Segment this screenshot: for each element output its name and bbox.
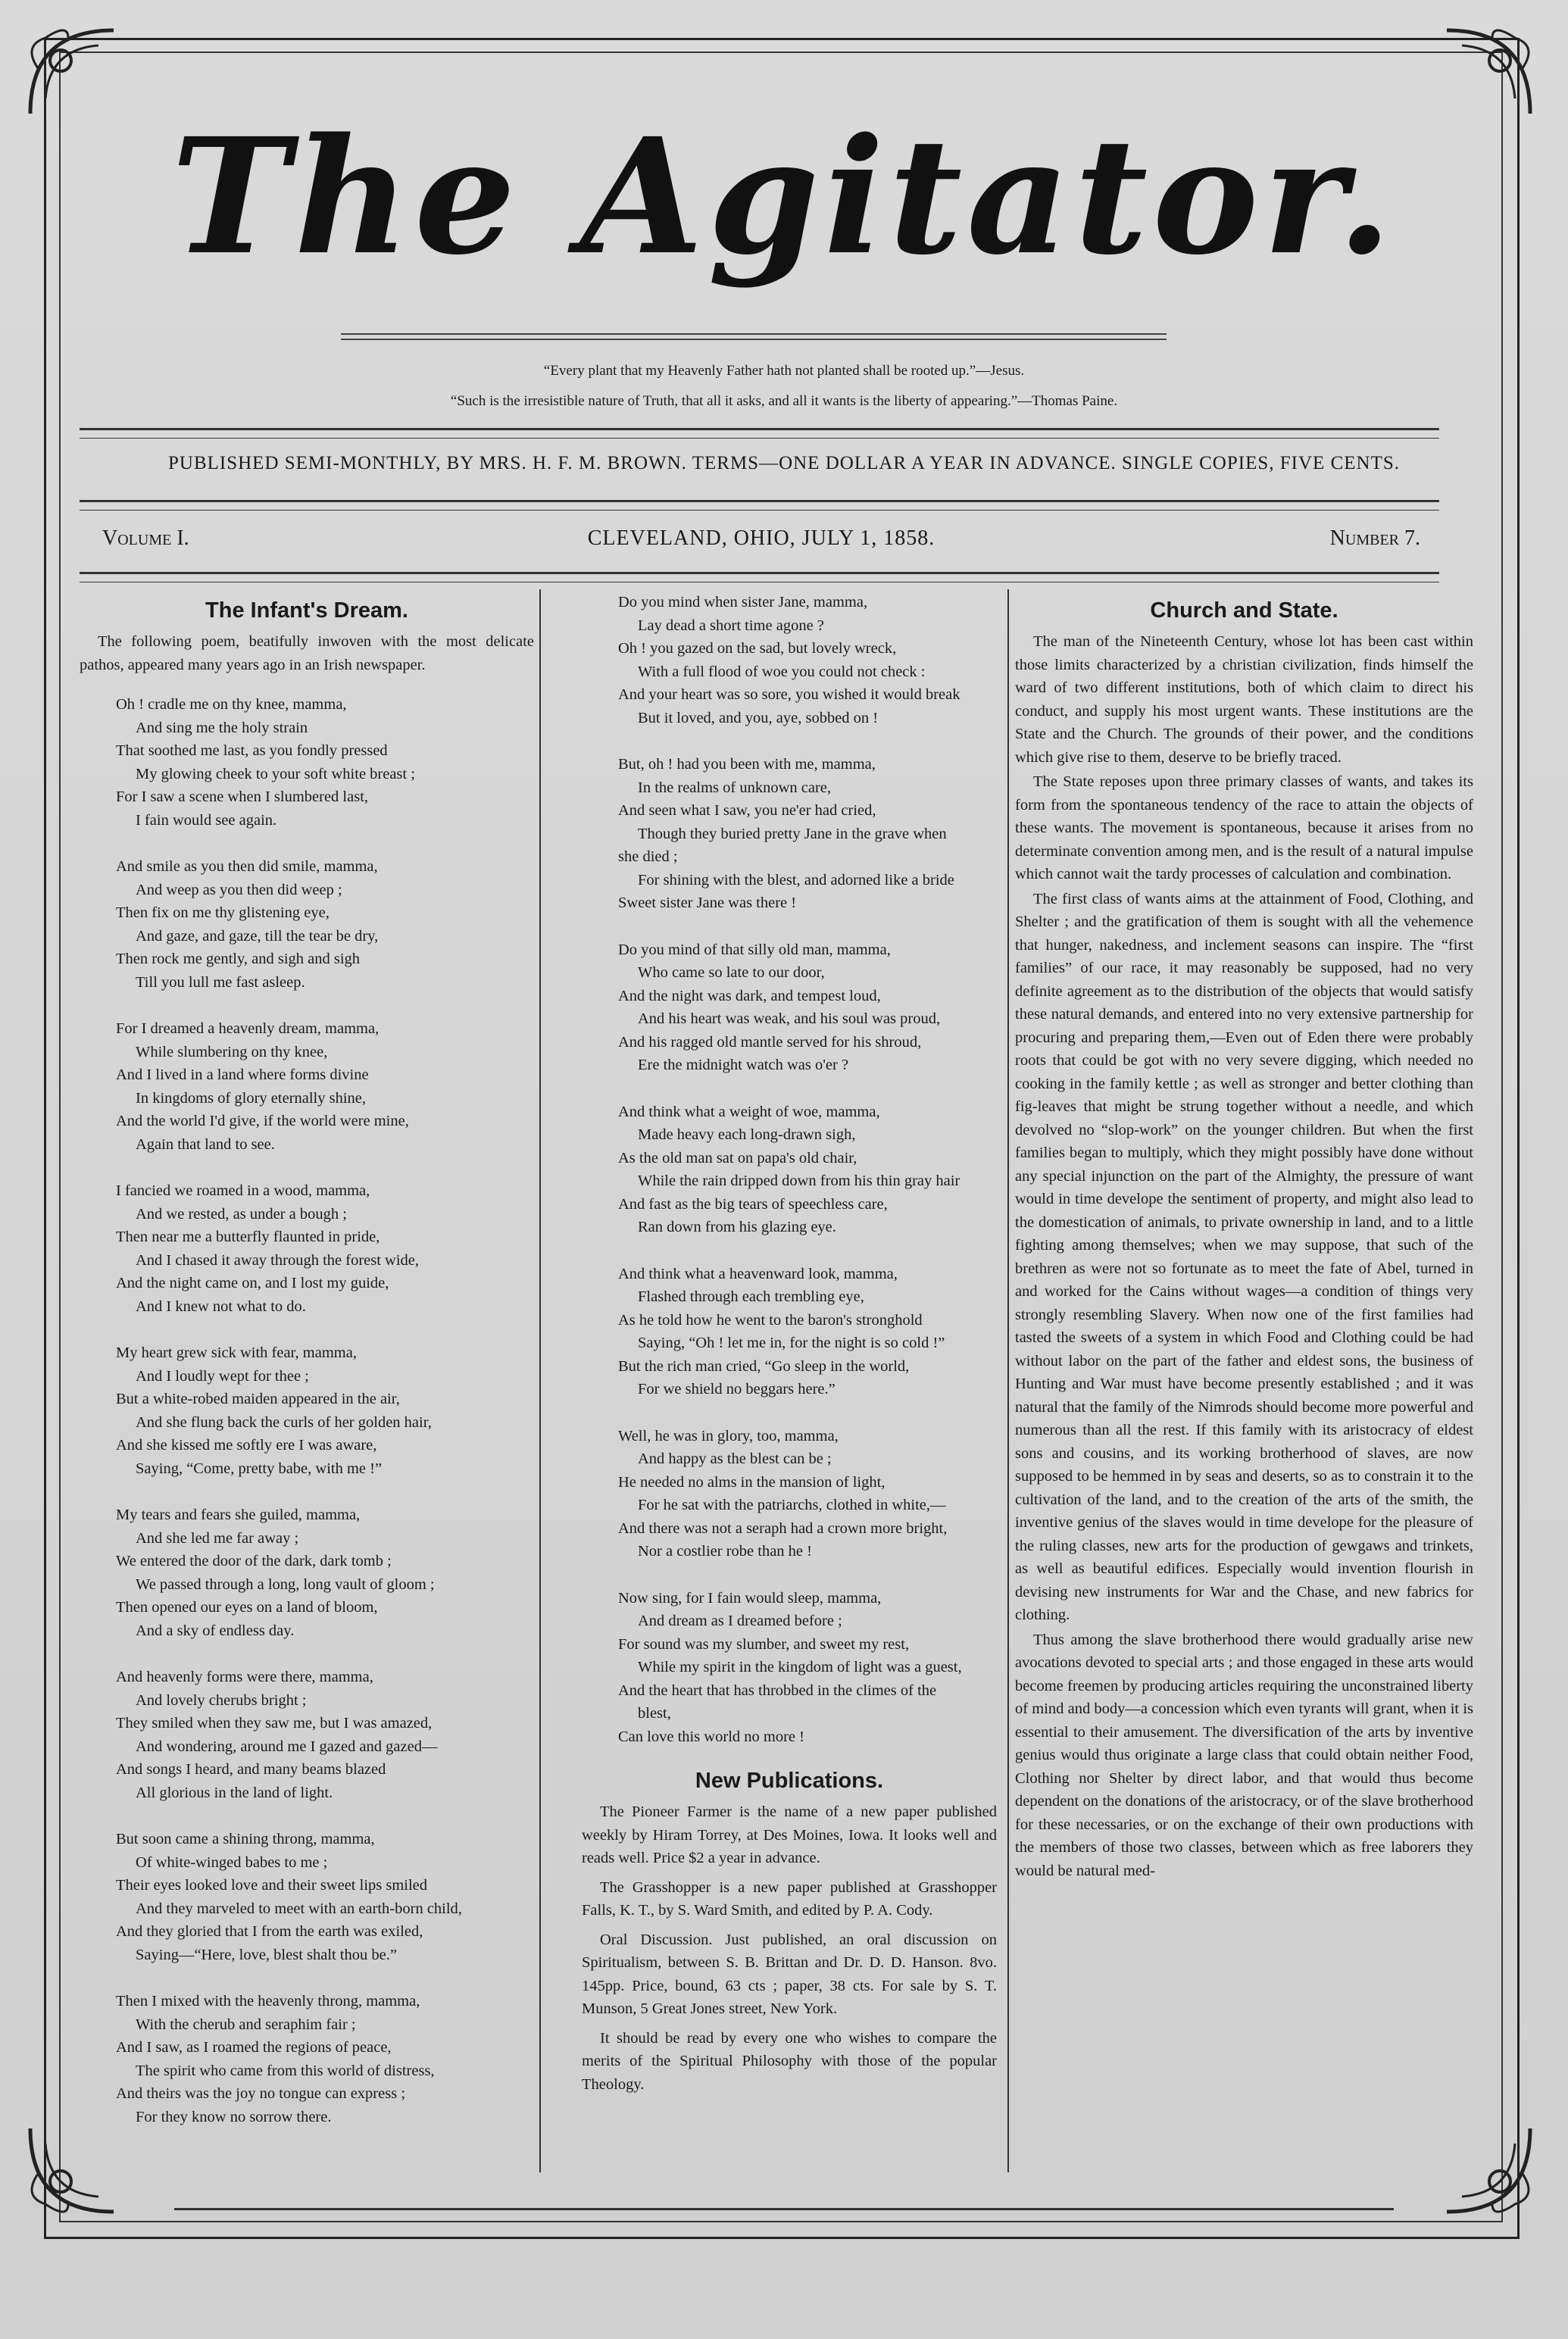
poem-line: With a full flood of woe you could not check : — [638, 663, 926, 680]
volume-double-rule — [80, 572, 1439, 582]
poem-line: And dream as I dreamed before ; — [638, 1613, 842, 1629]
poem-line: And heavenly forms were there, mamma, — [116, 1669, 373, 1685]
essay-paragraph: The State reposes upon three primary classes of wants, and takes its form from the spontaneous tendency of the race to attain the objects of these wants. The movement is spontaneous, because it arises from no determinate convention among men, and is the result of a natural impulse which cannot wait the tardy processes of calculation and combination. — [1015, 773, 1473, 882]
poem-stanza — [116, 1017, 534, 1156]
column-rule-1 — [539, 589, 541, 2172]
poem-line: And wondering, around me I gazed and gazed— — [136, 1738, 438, 1755]
poem-intro: The following poem, beatifully inwoven with the most delicate pathos, appeared many years ago in an Irish newspaper. — [80, 633, 534, 673]
poem-stanza — [618, 938, 997, 1077]
poem-stanza — [618, 1263, 997, 1401]
publication-notice: The Pioneer Farmer is the name of a new paper published weekly by Hiram Torrey, at Des Moines, Iowa. It looks well and reads well. Price $2 a year in advance. — [582, 1803, 997, 1866]
publications-title: New Publications. — [695, 1769, 884, 1793]
motto-paine: “Such is the irresistible nature of Truth, that all it asks, and all it wants is the liberty of appearing.”—Thomas Paine. — [450, 393, 1118, 409]
poem-line: Then near me a butterfly flaunted in pride, — [116, 1229, 380, 1245]
poem-line: He needed no alms in the mansion of light, — [618, 1473, 886, 1491]
issue-number: Number 7. — [1329, 526, 1420, 550]
poem-line: And I chased it away through the forest wide, — [136, 1251, 420, 1269]
poem-line: Nor a costlier robe than he ! — [638, 1543, 812, 1560]
poem-line: And songs I heard, and many beams blazed — [116, 1761, 386, 1778]
poem-line: While slumbering on thy knee, — [136, 1043, 328, 1060]
poem-line: And the world I'd give, if the world were mine, — [116, 1113, 409, 1129]
motto-jesus: “Every plant that my Heavenly Father hath not planted shall be rooted up.”—Jesus. — [543, 363, 1025, 379]
poem-stanza — [618, 1587, 997, 1749]
poem-line: And lovely cherubs bright ; — [136, 1691, 307, 1709]
poem-line: For we shield no beggars here.” — [638, 1381, 836, 1397]
poem-line: Though they buried pretty Jane in the grave when — [638, 825, 947, 842]
poem-line: For I dreamed a heavenly dream, mamma, — [116, 1020, 380, 1037]
poem-line: And seen what I saw, you ne'er had cried, — [618, 802, 876, 819]
poem-line: But, oh ! had you been with me, mamma, — [618, 756, 876, 773]
poem-line: But a white-robed maiden appeared in the air, — [116, 1391, 400, 1407]
poem-line: she died ; — [618, 848, 678, 865]
poem-line: Saying—“Here, love, blest shalt thou be.” — [136, 1946, 397, 1963]
poem-line: Oh ! cradle me on thy knee, mamma, — [116, 696, 347, 713]
poem-line: And weep as you then did weep ; — [136, 881, 342, 898]
publication-line: PUBLISHED SEMI-MONTHLY, BY MRS. H. F. M. BROWN. TERMS—ONE DOLLAR A YEAR IN ADVANCE. SINGLE COPIES, FIVE CENTS. — [168, 453, 1400, 473]
poem-line: In the realms of unknown care, — [638, 779, 832, 796]
poem-line: As the old man sat on papa's old chair, — [618, 1149, 857, 1166]
poem-line: My heart grew sick with fear, mamma, — [116, 1344, 357, 1361]
poem-line: And fast as the big tears of speechless care, — [618, 1195, 888, 1213]
poem-line: My glowing cheek to your soft white breast ; — [136, 765, 415, 782]
poem-line: Can love this world no more ! — [618, 1728, 804, 1745]
poem-line: Do you mind when sister Jane, mamma, — [618, 594, 868, 611]
poem-stanza — [618, 1425, 997, 1563]
publication-notice: Oral Discussion. Just published, an oral discussion on Spiritualism, between S. B. Brittan and Dr. D. D. Hanson. 8vo. 145pp. Price, bound, 63 cts ; paper, 38 cts. For sale by S. T. Munson, 5 Great Jones street, New York. — [582, 1931, 997, 2017]
poem-line: Now sing, for I fain would sleep, mamma, — [618, 1589, 882, 1607]
mottos — [0, 356, 1568, 417]
poem-line: Do you mind of that silly old man, mamma, — [618, 941, 891, 958]
poem-stanza — [618, 591, 997, 729]
poem-line: For shining with the blest, and adorned like a bride — [638, 871, 954, 888]
column-1 — [80, 591, 534, 2152]
bottom-rule — [174, 2208, 1394, 2210]
essay-body — [1015, 630, 1473, 1882]
poem-line: And his heart was weak, and his soul was proud, — [638, 1010, 941, 1027]
poem-line: For sound was my slumber, and sweet my rest, — [618, 1635, 910, 1653]
poem-line: Then opened our eyes on a land of bloom, — [116, 1599, 378, 1616]
poem-stanza — [116, 693, 534, 832]
volume-number: Volume I. — [102, 526, 189, 550]
poem-line: Then I mixed with the heavenly throng, mamma, — [116, 1993, 420, 2010]
poem-title: The Infant's Dream. — [205, 598, 408, 623]
poem-line: But the rich man cried, “Go sleep in the world, — [618, 1357, 910, 1375]
poem-line: Ere the midnight watch was o'er ? — [638, 1057, 849, 1073]
poem-line: And she kissed me softly ere I was aware, — [116, 1437, 377, 1454]
poem-line: Of white-winged babes to me ; — [136, 1853, 328, 1871]
corner-ornament-bottom-right — [1432, 2113, 1545, 2227]
essay-paragraph: The first class of wants aims at the attainment of Food, Clothing, and Shelter ; and the gratification of them is sought with all the vehemence that hunger, nakedness, and inclement seasons can inspire. The “first families” of our race, it may reasonably be supposed, had no very definite agreement as to the distribution of the objects that would satisfy these natural demands, and entered into no very extensive partnership for procuring and preparing them,—Even out of Eden there were probably roots that could be got with no very severe digging, which needed no cooking in the family kettle ; as well as stronger and better clothing than fig-leaves that might be strung together without a needle, and which devolved no “slop-work” on the younger children. But when the first families began to multiply, which they might possibly have done without any special injunction on the part of the Almighty, the pressure of want would in time develope the sentiment of property, and might also lead to the domestication of animals, to private ownership in land, and to a little fighting among themselves; when we may suppose, that such of the brethren as were not so fortunate as to meet the fate of Abel, turned in and worked for the Cains without wages—a condition of things very strongly resembling Slavery. When now one of the first families had tasted the sweets of a system in which Food and Clothing could be had without labor on the part of the father and eldest sons, the business of Hunting and War must have become presently established ; and it was natural that the family of the Nimrods should become more powerful and numerous than all the rest. If this family with its aristocracy of eldest sons and cousins, and its working brotherhood of slaves, are now supposed to be hemmed in by seas and deserts, so as to constrain it to the cultivation of the land, and to the creation of the arts of the smith, the inventive genius of the slaves would in time develope for the pleasure of the ruling classes, new arts for the production of gewgaws and trinkets, as well as beautiful edifices. Especially would invention flourish in devising new instruments for War and the Chase, and new fabrics for clothing. — [1015, 890, 1473, 1623]
poem-line: For they know no sorrow there. — [136, 2108, 332, 2125]
poem-line: Saying, “Come, pretty babe, with me !” — [136, 1460, 383, 1477]
poem-stanzas-part-2 — [582, 591, 997, 1748]
poem-line: Made heavy each long-drawn sigh, — [638, 1126, 856, 1143]
poem-line: In kingdoms of glory eternally shine, — [136, 1089, 367, 1107]
masthead — [0, 91, 1568, 318]
publications-list — [582, 1800, 997, 2096]
poem-line: And I loudly wept for thee ; — [136, 1367, 309, 1385]
poem-stanzas-part-1 — [80, 693, 534, 2128]
essay-paragraph: Thus among the slave brotherhood there would gradually arise new avocations devoted to special arts ; and those engaged in these arts would become freemen by producing articles requiring the unconstrained liberty of mind and body—a concession which even tyrants will grant, when it is essential to their amusement. The diversification of the arts by inventive genius would thus originate a large class that could obtain neither Food, Clothing nor Shelter by direct labor, and that would thus become dependent on the donations of the aristocracy, or of the slave brotherhood for these necessaries, or on the exchange of their own productions with the members of those two classes, between which as free laborers they would be natural med- — [1015, 1631, 1473, 1879]
poem-stanza — [116, 1341, 534, 1480]
poem-line: And she flung back the curls of her golden hair, — [136, 1413, 432, 1431]
poem-line: While my spirit in the kingdom of light was a guest, — [638, 1659, 962, 1675]
poem-stanza — [116, 1828, 534, 1966]
poem-stanza — [116, 1179, 534, 1318]
poem-line: Again that land to see. — [136, 1135, 275, 1153]
poem-stanza — [116, 1504, 534, 1642]
poem-line: And there was not a seraph had a crown more bright, — [618, 1519, 948, 1537]
poem-stanza — [618, 1101, 997, 1239]
poem-line: And I saw, as I roamed the regions of peace, — [116, 2039, 392, 2056]
essay-title: Church and State. — [1150, 598, 1338, 623]
poem-line: Who came so late to our door, — [638, 964, 825, 981]
essay-paragraph: The man of the Nineteenth Century, whose lot has been cast within those limits characterized by a christian civilization, finds himself the ward of two different institutions, both of which claim to direct his conduct, and supply his most urgent wants. These institutions are the State and the Church. The grounds of their power, and the conditions which give rise to them, deserve to be briefly traced. — [1015, 633, 1473, 766]
header-double-rule — [80, 428, 1439, 439]
poem-line: Then fix on me thy glistening eye, — [116, 904, 330, 921]
poem-line: Lay dead a short time agone ? — [638, 617, 824, 634]
poem-line: And gaze, and gaze, till the tear be dry, — [136, 927, 379, 945]
poem-line: And your heart was so sore, you wished it would break — [618, 686, 960, 703]
poem-line: Flashed through each trembling eye, — [638, 1288, 864, 1305]
poem-line: They smiled when they saw me, but I was amazed, — [116, 1715, 433, 1732]
poem-stanza — [618, 753, 997, 915]
poem-stanza — [116, 1666, 534, 1804]
poem-line: And we rested, as under a bough ; — [136, 1205, 347, 1223]
header-double-rule-2 — [80, 500, 1439, 511]
poem-line: Till you lull me fast asleep. — [136, 973, 305, 991]
poem-line: And think what a weight of woe, mamma, — [618, 1103, 880, 1120]
poem-line: Saying, “Oh ! let me in, for the night is so cold !” — [638, 1335, 945, 1351]
poem-line: And the night came on, and I lost my guide, — [116, 1275, 389, 1291]
poem-line: I fain would see again. — [136, 811, 277, 829]
poem-line: But soon came a shining throng, mamma, — [116, 1831, 375, 1847]
poem-line: And I knew not what to do. — [136, 1298, 306, 1315]
poem-line: And theirs was the joy no tongue can express ; — [116, 2085, 406, 2102]
poem-line: And think what a heavenward look, mamma, — [618, 1265, 898, 1282]
poem-line: For he sat with the patriarchs, clothed in white,— — [638, 1497, 946, 1513]
poem-line: For I saw a scene when I slumbered last, — [116, 789, 369, 805]
poem-line: Their eyes looked love and their sweet lips smiled — [116, 1877, 428, 1894]
dateline: CLEVELAND, OHIO, JULY 1, 1858. — [587, 526, 935, 550]
poem-line: All glorious in the land of light. — [136, 1784, 333, 1801]
poem-line: And smile as you then did smile, mamma, — [116, 858, 378, 875]
column-rule-2 — [1007, 589, 1009, 2172]
newspaper-title: The Agitator. — [171, 103, 1397, 290]
poem-line: And the night was dark, and tempest loud, — [618, 987, 881, 1004]
poem-stanza — [116, 1990, 534, 2128]
masthead-rule-2 — [341, 339, 1167, 340]
poem-line: blest, — [638, 1705, 671, 1722]
poem-line: Oh ! you gazed on the sad, but lovely wreck, — [618, 640, 897, 657]
poem-stanza — [116, 855, 534, 994]
poem-line: And a sky of endless day. — [136, 1622, 295, 1639]
poem-line: Then rock me gently, and sigh and sigh — [116, 951, 361, 967]
poem-line: And happy as the blest can be ; — [638, 1451, 832, 1467]
column-3 — [1015, 591, 1473, 1884]
poem-line: The spirit who came from this world of distress, — [136, 2062, 435, 2079]
poem-line: We entered the door of the dark, dark tomb ; — [116, 1553, 392, 1569]
poem-line: With the cherub and seraphim fair ; — [136, 2016, 356, 2033]
poem-line: As he told how he went to the baron's stronghold — [618, 1311, 923, 1329]
poem-line: My tears and fears she guiled, mamma, — [116, 1507, 361, 1523]
poem-line: And sing me the holy strain — [136, 719, 308, 736]
publication-notice: It should be read by every one who wishes to compare the merits of the Spiritual Philosophy with those of the popular Theology. — [582, 2029, 997, 2093]
publication-notice: The Grasshopper is a new paper published at Grasshopper Falls, K. T., by S. Ward Smith, and edited by P. A. Cody. — [582, 1878, 997, 1919]
poem-line: Ran down from his glazing eye. — [638, 1219, 836, 1235]
poem-line: And they marveled to meet with an earth-born child, — [136, 1900, 462, 1917]
poem-line: And she led me far away ; — [136, 1529, 299, 1547]
poem-line: And the heart that has throbbed in the climes of the — [618, 1682, 937, 1699]
poem-line: Well, he was in glory, too, mamma, — [618, 1427, 839, 1444]
poem-line: I fancied we roamed in a wood, mamma, — [116, 1182, 370, 1199]
poem-line: And his ragged old mantle served for his shroud, — [618, 1033, 922, 1051]
poem-line: That soothed me last, as you fondly pressed — [116, 742, 388, 759]
poem-line: And I lived in a land where forms divine — [116, 1066, 369, 1083]
poem-line: And they gloried that I from the earth was exiled, — [116, 1923, 423, 1940]
poem-line: Sweet sister Jane was there ! — [618, 895, 797, 911]
poem-line: But it loved, and you, aye, sobbed on ! — [638, 709, 879, 726]
masthead-rule — [341, 333, 1167, 335]
poem-line: While the rain dripped down from his thin gray hair — [638, 1173, 960, 1189]
poem-line: We passed through a long, long vault of gloom ; — [136, 1575, 435, 1593]
column-2 — [582, 591, 997, 2102]
